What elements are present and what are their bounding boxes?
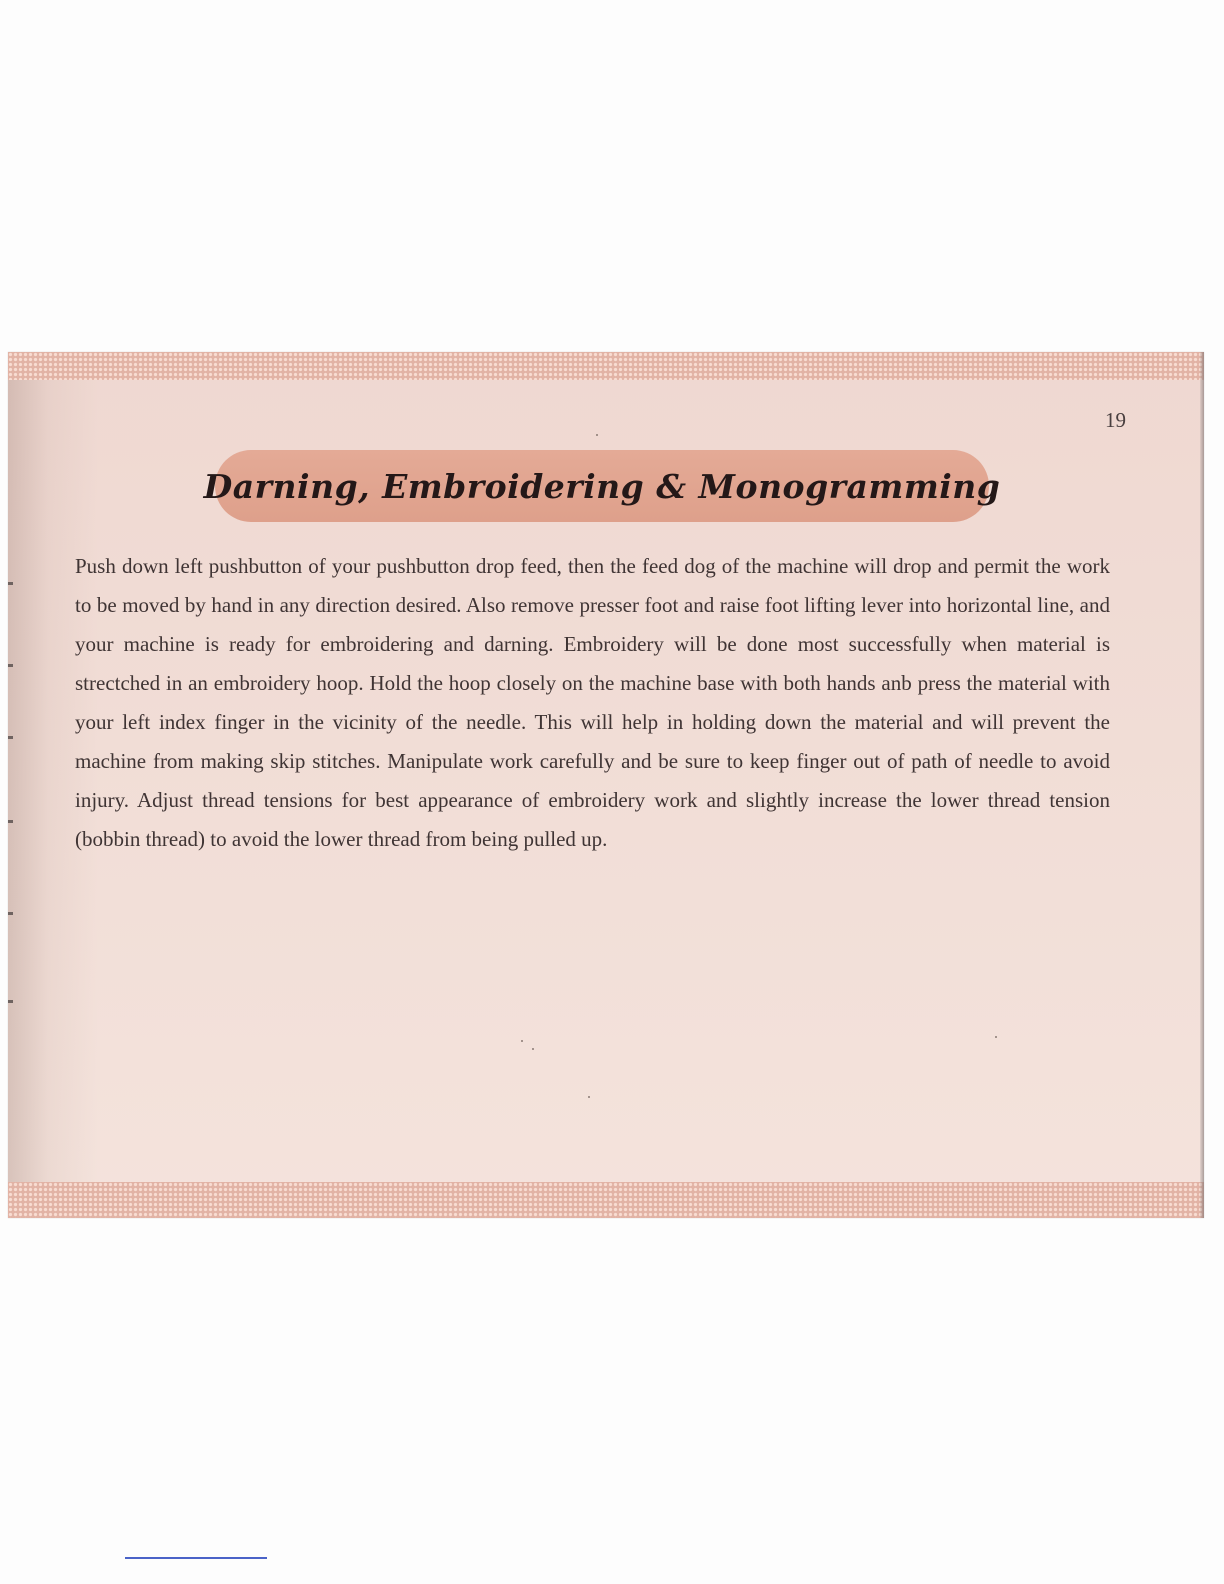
binding-mark [8, 664, 13, 667]
paper-speck [521, 1040, 523, 1042]
bottom-dotted-border [8, 1182, 1204, 1218]
page-number: 19 [1105, 408, 1126, 432]
title-banner [203, 450, 1001, 522]
paper-speck [596, 434, 598, 436]
top-dotted-border [8, 352, 1204, 380]
binding-mark [8, 820, 13, 823]
footer-rule [125, 1557, 267, 1559]
paper-speck [588, 1096, 590, 1098]
binding-mark [8, 1000, 13, 1003]
instruction-paragraph: Push down left pushbutton of your pushbutton drop feed, then the feed dog of the machine will drop and permit the work to be moved by hand in any direction desired. Also remove presser foot and raise foot lifting lever into horizontal line, and your machine is ready for embroidering and darning. Embroidery will be done most successfully when material is strectched in an embroidery hoop. Hold the hoop closely on the machine base with both hands anb press the material with your left index finger in the vicinity of the needle. This will help in holding down the material and will prevent the machine from making skip stitches. Manipulate work carefully and be sure to keep finger out of path of needle to avoid injury. Adjust thread tensions for best appearance of embroidery work and slightly increase the lower thread tension (bobbin thread) to avoid the lower thread from being pulled up. [75, 554, 1110, 851]
paper-speck [995, 1036, 997, 1038]
binding-mark [8, 582, 13, 585]
binding-mark [8, 912, 13, 915]
binding-mark [8, 736, 13, 739]
paper-speck [532, 1048, 534, 1050]
page-title: Darning, Embroidering & Monogramming [203, 466, 1001, 506]
scanned-page [8, 352, 1204, 1218]
